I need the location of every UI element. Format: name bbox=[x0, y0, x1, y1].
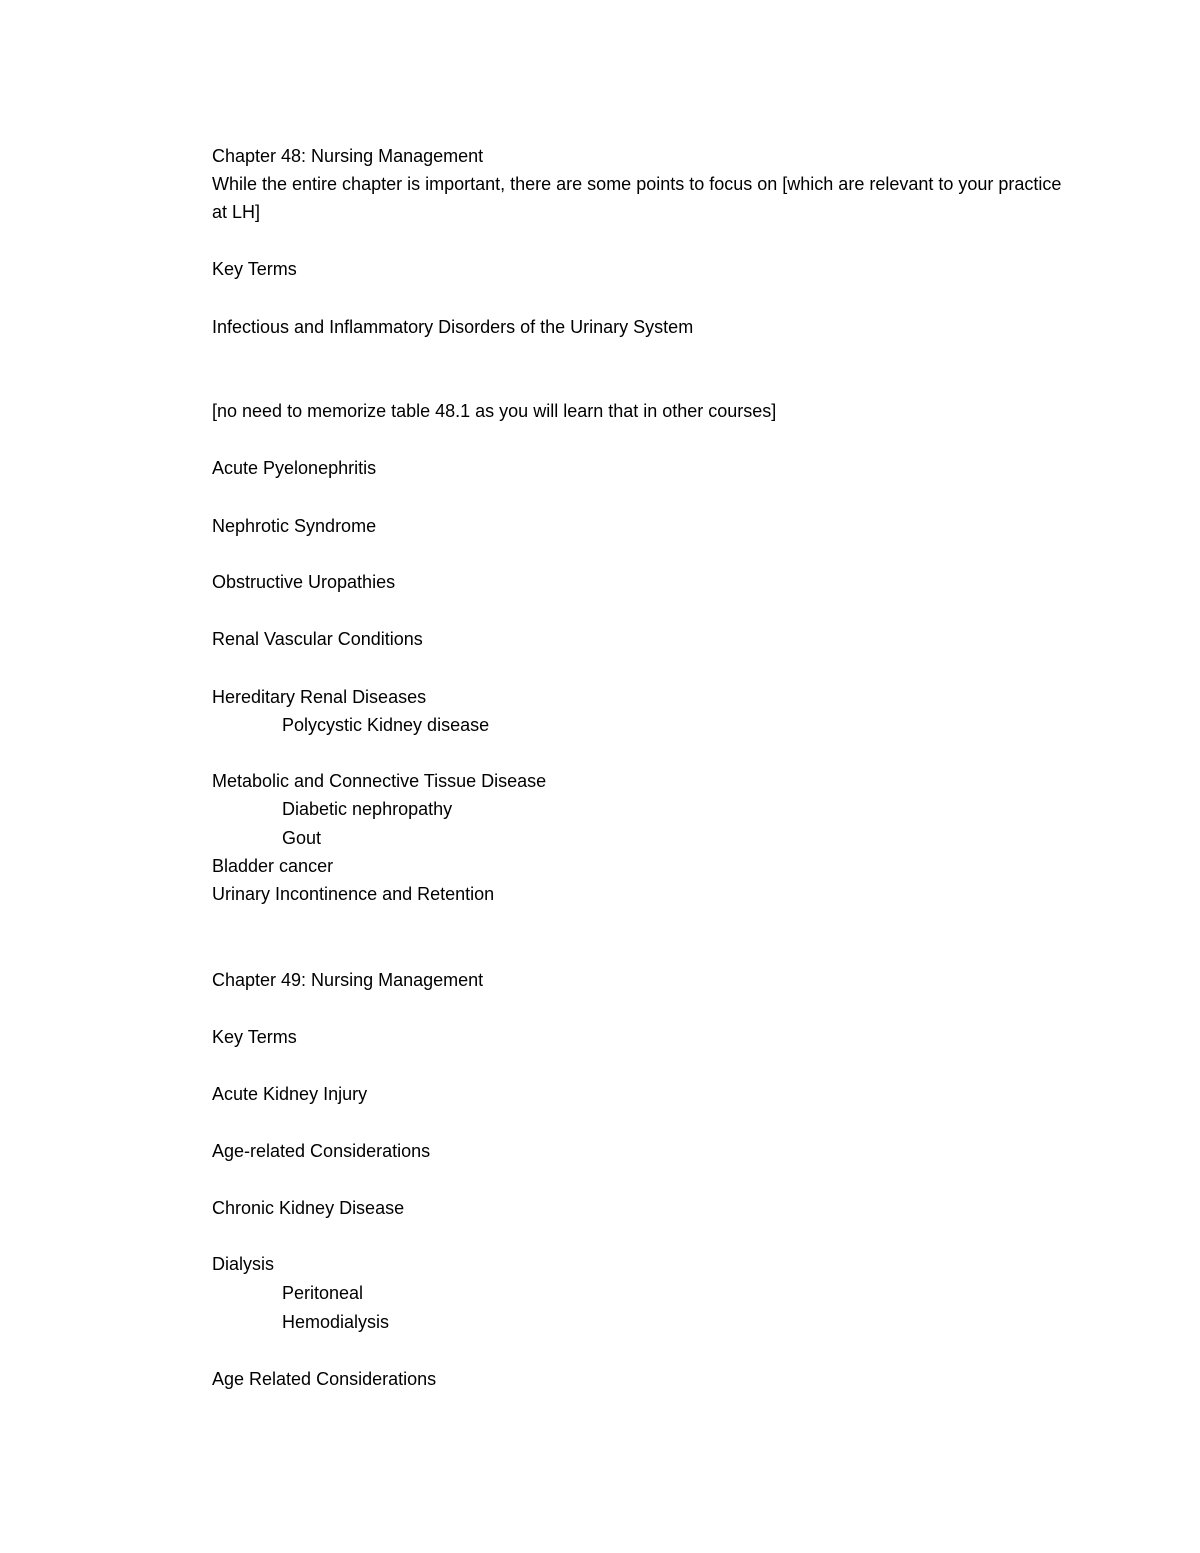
item-age-related-considerations-2: Age Related Considerations bbox=[212, 1369, 437, 1389]
item-bladder-cancer: Bladder cancer bbox=[212, 856, 334, 876]
item-acute-kidney-injury: Acute Kidney Injury bbox=[212, 1084, 368, 1104]
subitem-peritoneal: Peritoneal bbox=[282, 1283, 364, 1303]
item-renal-vascular-conditions: Renal Vascular Conditions bbox=[212, 629, 423, 649]
chapter-48-intro: While the entire chapter is important, there are some points to focus on [which are relevant to your practice at LH] bbox=[212, 174, 1062, 222]
item-chronic-kidney-disease: Chronic Kidney Disease bbox=[212, 1198, 405, 1218]
item-acute-pyelonephritis: Acute Pyelonephritis bbox=[212, 458, 377, 478]
chapter-48-title: Chapter 48: Nursing Management bbox=[212, 146, 484, 166]
item-obstructive-uropathies: Obstructive Uropathies bbox=[212, 572, 396, 592]
item-urinary-incontinence: Urinary Incontinence and Retention bbox=[212, 884, 495, 904]
chapter-49-key-terms: Key Terms bbox=[212, 1027, 297, 1047]
subitem-diabetic-nephropathy: Diabetic nephropathy bbox=[282, 799, 453, 819]
chapter-49-title: Chapter 49: Nursing Management bbox=[212, 970, 484, 990]
item-hereditary-renal-diseases: Hereditary Renal Diseases bbox=[212, 687, 427, 707]
subitem-hemodialysis: Hemodialysis bbox=[282, 1312, 390, 1332]
subitem-polycystic-kidney-disease: Polycystic Kidney disease bbox=[282, 715, 490, 735]
item-age-related-considerations-1: Age-related Considerations bbox=[212, 1141, 431, 1161]
item-infectious-disorders: Infectious and Inflammatory Disorders of the Urinary System bbox=[212, 317, 694, 337]
note-table-48-1: [no need to memorize table 48.1 as you will learn that in other courses] bbox=[212, 401, 777, 421]
subitem-gout: Gout bbox=[282, 828, 322, 848]
item-nephrotic-syndrome: Nephrotic Syndrome bbox=[212, 516, 377, 536]
item-metabolic-connective-tissue: Metabolic and Connective Tissue Disease bbox=[212, 771, 547, 791]
item-dialysis: Dialysis bbox=[212, 1254, 275, 1274]
chapter-48-key-terms: Key Terms bbox=[212, 259, 297, 279]
